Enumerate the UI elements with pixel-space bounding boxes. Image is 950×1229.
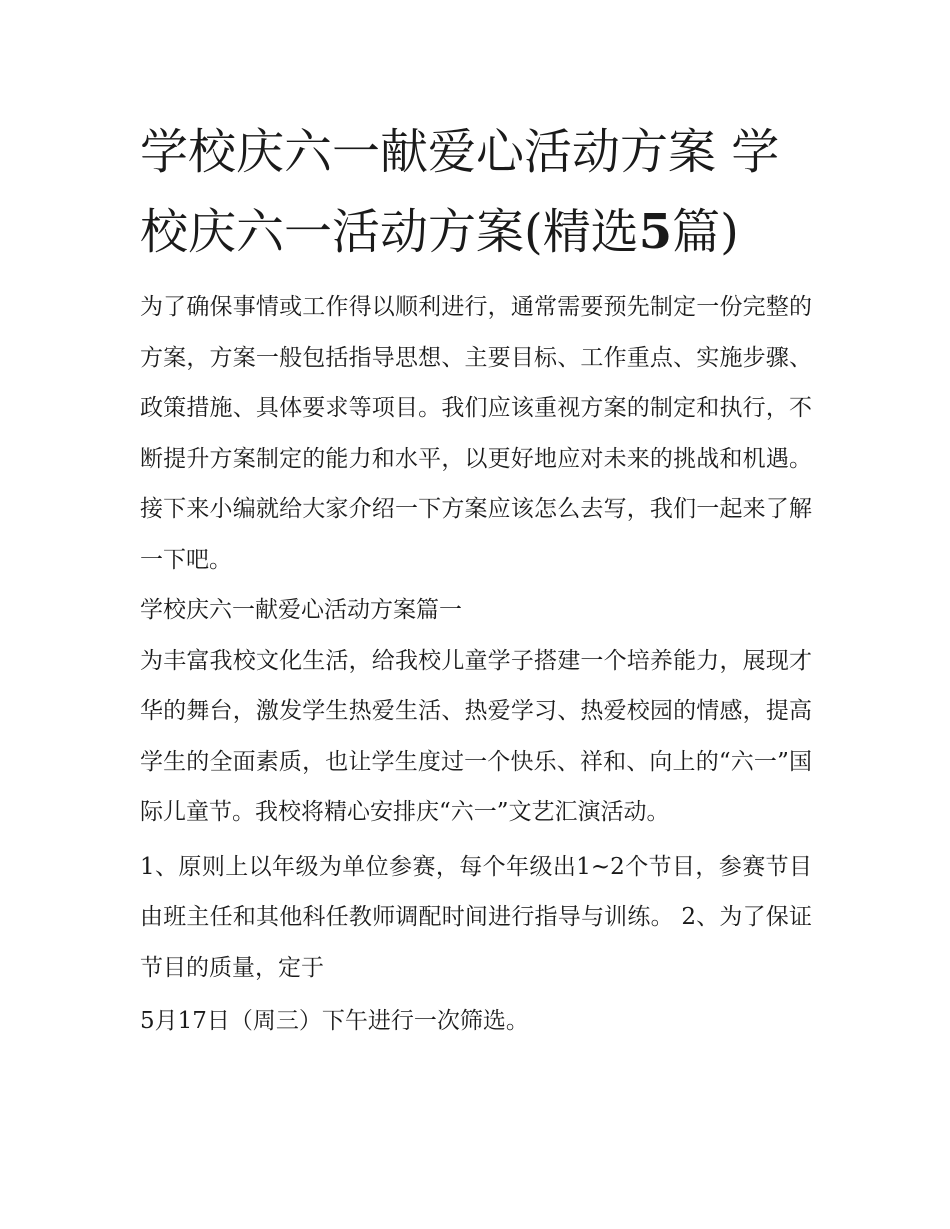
date-line: 5月17日（周三）下午进行一次筛选。 [140,1008,529,1034]
section-heading: 学校庆六一献爱心活动方案篇一 [140,597,462,623]
document-page [140,112,812,1047]
rule-item-paragraph: 1、原则上以年级为单位参赛，每个年级出1~2个节目，参赛节目由班主任和其他科任教师调配时间进行指导与训练。 2、为了保证节目的质量，定于 [140,853,812,981]
title-number: 5 [638,204,673,260]
intro-paragraph: 为了确保事情或工作得以顺利进行，通常需要预先制定一份完整的方案，方案一般包括指导思想、主要目标、工作重点、实施步骤、政策措施、具体要求等项目。我们应该重视方案的制定和执行，不断提升方案制定的能力和水平，以更好地应对未来的挑战和机遇。接下来小编就给大家介绍一下方案应该怎么去写，我们一起来了解一下吧。 [140,294,812,573]
section-paragraph: 为丰富我校文化生活，给我校儿童学子搭建一个培养能力，展现才华的舞台，激发学生热爱生活、热爱学习、热爱校园的情感，提高学生的全面素质，也让学生度过一个快乐、祥和、向上的“六一”国际儿童节。我校将精心安排庆“六一”文艺汇演活动。 [140,647,812,825]
title-text: 学校庆六一献爱心活动方案 学校庆六一活动方案(精选 [140,124,780,260]
document-title [140,112,812,272]
title-suffix: 篇) [672,204,739,260]
